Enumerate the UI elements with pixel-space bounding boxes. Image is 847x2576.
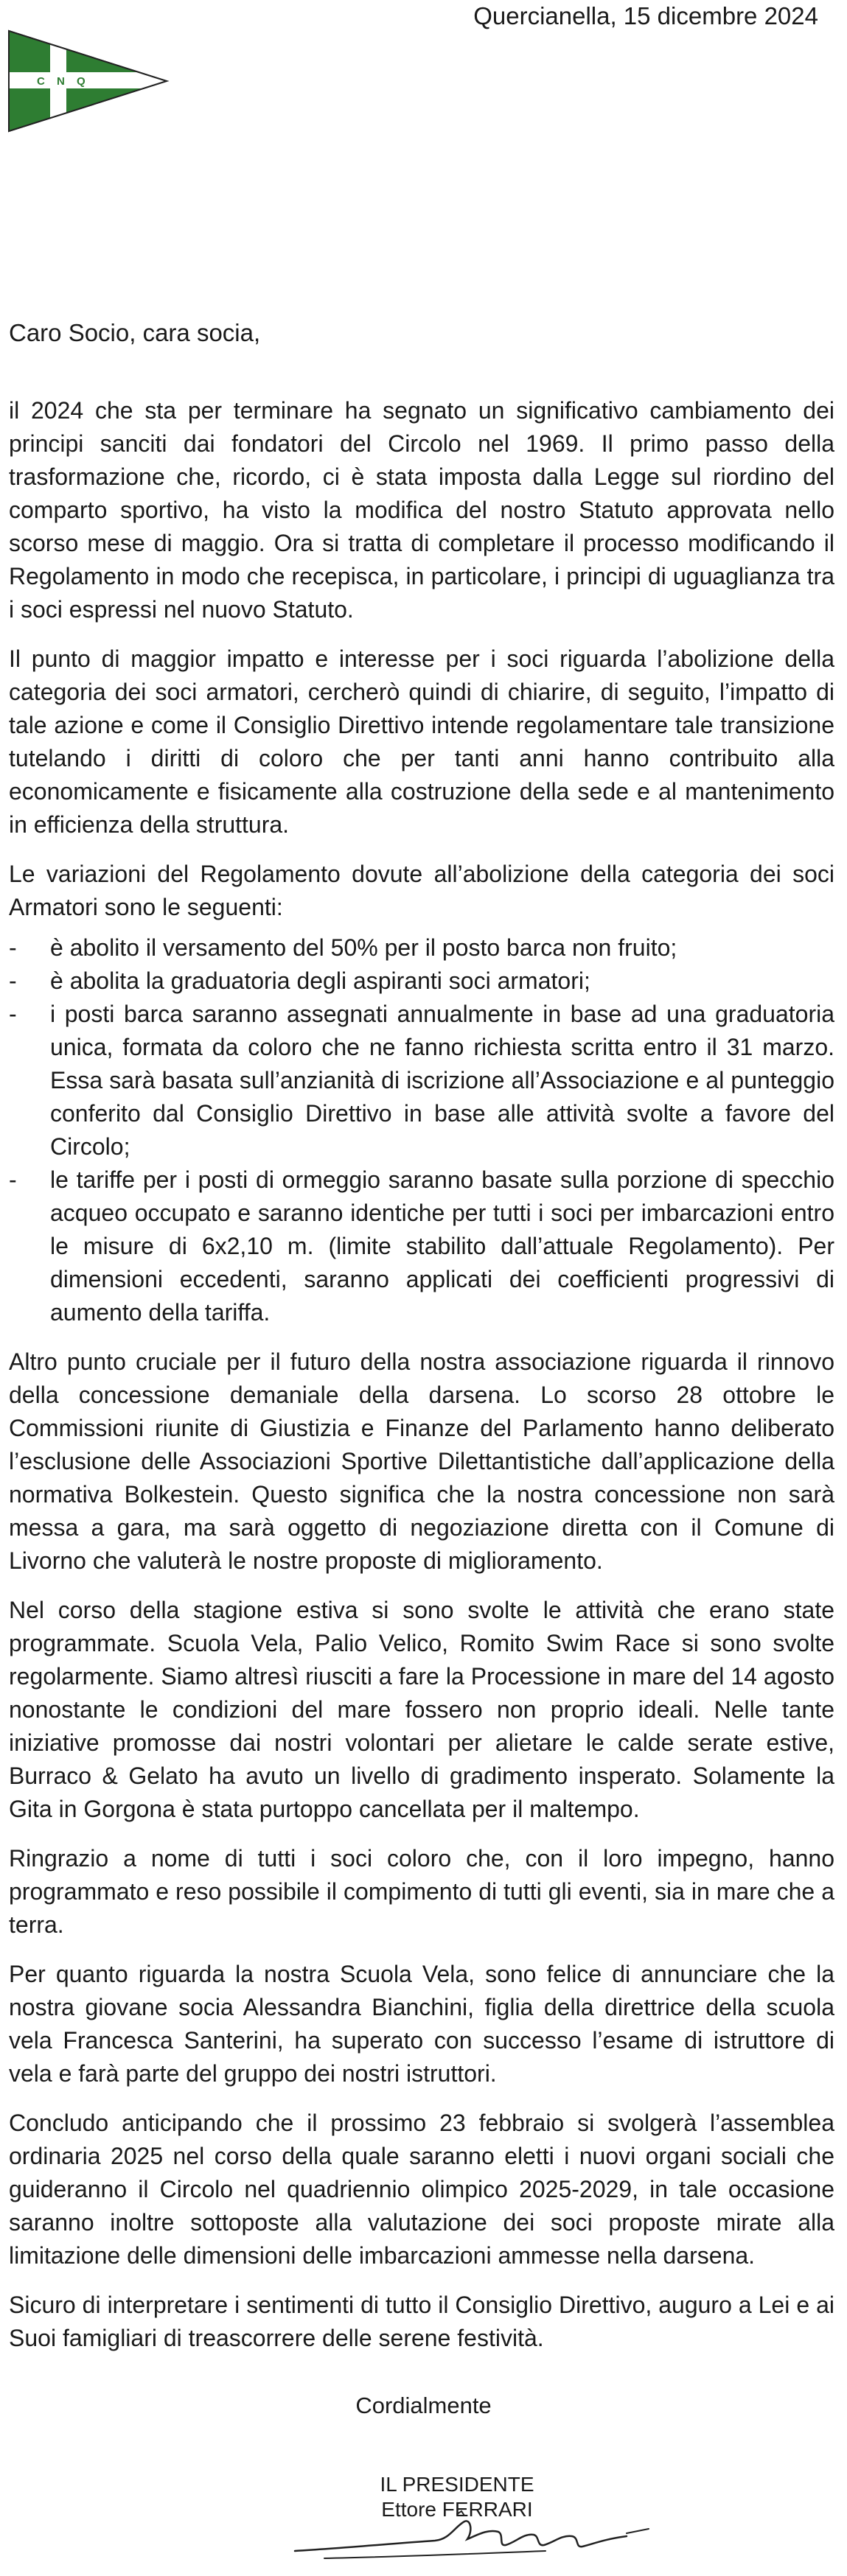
signatory-name: Ettore FERRARI — [381, 2498, 533, 2521]
paragraph: Ringrazio a nome di tutti i soci coloro che, con il loro impegno, hanno programmato e reso possibile il compimento di tutti gli eventi, sia in mare che a terra. — [9, 1845, 834, 1938]
logo-letters: C N Q — [37, 75, 90, 88]
paragraph: Altro punto cruciale per il futuro della nostra associazione riguarda il rinnovo della concessione demaniale della darsena. Lo scorso 28 ottobre le Commissioni riunite di Giustizia e Finanze del Parlamento hanno deliberato l’esclusione delle Associazioni Sportive Dilettantistiche dall’applicazione della normativa Bolkestein. Questo significa che la nostra concessione non sarà messa a gara, ma sarà oggetto di negoziazione diretta con il Comune di Livorno che valuterà le nostre proposte di miglioramento. — [9, 1348, 834, 1574]
letter-body — [9, 394, 834, 2371]
list-marker: - — [9, 1001, 17, 1027]
regulation-changes-list — [9, 931, 834, 1329]
paragraph: Le variazioni del Regolamento dovute all’abolizione della categoria dei soci Armatori sono le seguenti: — [9, 861, 834, 920]
list-item — [9, 998, 834, 1163]
list-item — [9, 931, 834, 965]
closing-salutation: Cordialmente — [355, 2393, 492, 2418]
greeting: Caro Socio, cara socia, — [9, 319, 261, 346]
list-item-text: i posti barca saranno assegnati annualmente in base ad una graduatoria unica, formata da coloro che ne fanno richiesta scritta entro il 31 marzo. Essa sarà basata sull’anzianità di iscrizione all’Associazione e al punteggio conferito dal Consiglio Direttivo in base alle attività svolte a favore del Circolo; — [50, 1001, 834, 1160]
handwritten-signature — [280, 2505, 663, 2572]
list-marker: - — [9, 934, 17, 961]
club-pennant-logo — [7, 29, 170, 133]
list-item-text: è abolito il versamento del 50% per il posto barca non fruito; — [50, 934, 677, 961]
paragraph: Sicuro di interpretare i sentimenti di tutto il Consiglio Direttivo, auguro a Lei e ai Suoi famigliari di treascorrere delle serene festività. — [9, 2292, 834, 2351]
list-marker: - — [9, 967, 17, 994]
list-marker: - — [9, 1166, 17, 1193]
letter-date: Quercianella, 15 dicembre 2024 — [473, 2, 818, 29]
list-item-text: è abolita la graduatoria degli aspiranti soci armatori; — [50, 967, 590, 994]
paragraph: Nel corso della stagione estiva si sono svolte le attività che erano state programmate. Scuola Vela, Palio Velico, Romito Swim Race si sono svolte regolarmente. Siamo altresì riusciti a fare la Processione in mare del 14 agosto nonostante le condizioni del mare fossero non proprio ideali. Nelle tante iniziative promosse dai nostri volontari per alietare le calde serate estive, Burraco & Gelato ha avuto un livello di gradimento insperato. Solamente la Gita in Gorgona è stata purtoppo cancellata per il maltempo. — [9, 1597, 834, 1822]
list-item-text: le tariffe per i posti di ormeggio saranno basate sulla porzione di specchio acqueo occupato e saranno identiche per tutti i soci per imbarcazioni entro le misure di 6x2,10 m. (limite stabilito dall’attuale Regolamento). Per dimensioni eccedenti, saranno applicati dei coefficienti progressivi di aumento della tariffa. — [50, 1166, 834, 1326]
list-item — [9, 965, 834, 998]
list-item — [9, 1163, 834, 1329]
paragraph: Il punto di maggior impatto e interesse per i soci riguarda l’abolizione della categoria dei soci armatori, cercherò quindi di chiarire, di seguito, l’impatto di tale azione e come il Consiglio Direttivo intende regolamentare tale transizione tutelando i diritti di coloro che per tanti anni hanno contribuito alla economicamente e fisicamente alla costruzione della sede e al mantenimento in efficienza della struttura. — [9, 645, 834, 838]
paragraph: Per quanto riguarda la nostra Scuola Vela, sono felice di annunciare che la nostra giovane socia Alessandra Bianchini, figlia della direttrice della scuola vela Francesca Santerini, ha superato con successo l’esame di istruttore di vela e farà parte del gruppo dei nostri istruttori. — [9, 1961, 834, 2087]
paragraph: il 2024 che sta per terminare ha segnato un significativo cambiamento dei principi sanciti dai fondatori del Circolo nel 1969. Il primo passo della trasformazione che, ricordo, ci è stata imposta dalla Legge sul riordino del comparto sportivo, ha visto la modifica del nostro Statuto approvata nello scorso mese di maggio. Ora si tratta di completare il processo modificando il Regolamento in modo che recepisca, in particolare, i principi di uguaglianza tra i soci espressi nel nuovo Statuto. — [9, 397, 834, 623]
paragraph: Concludo anticipando che il prossimo 23 febbraio si svolgerà l’assemblea ordinaria 2025 nel corso della quale saranno eletti i nuovi organi sociali che guideranno il Circolo nel quadriennio olimpico 2025-2029, in tale occasione saranno inoltre sottoposte alla valutazione dei soci proposte mirate alla limitazione delle dimensioni delle imbarcazioni ammesse nella darsena. — [9, 2110, 834, 2269]
signatory-title: IL PRESIDENTE — [380, 2473, 534, 2496]
